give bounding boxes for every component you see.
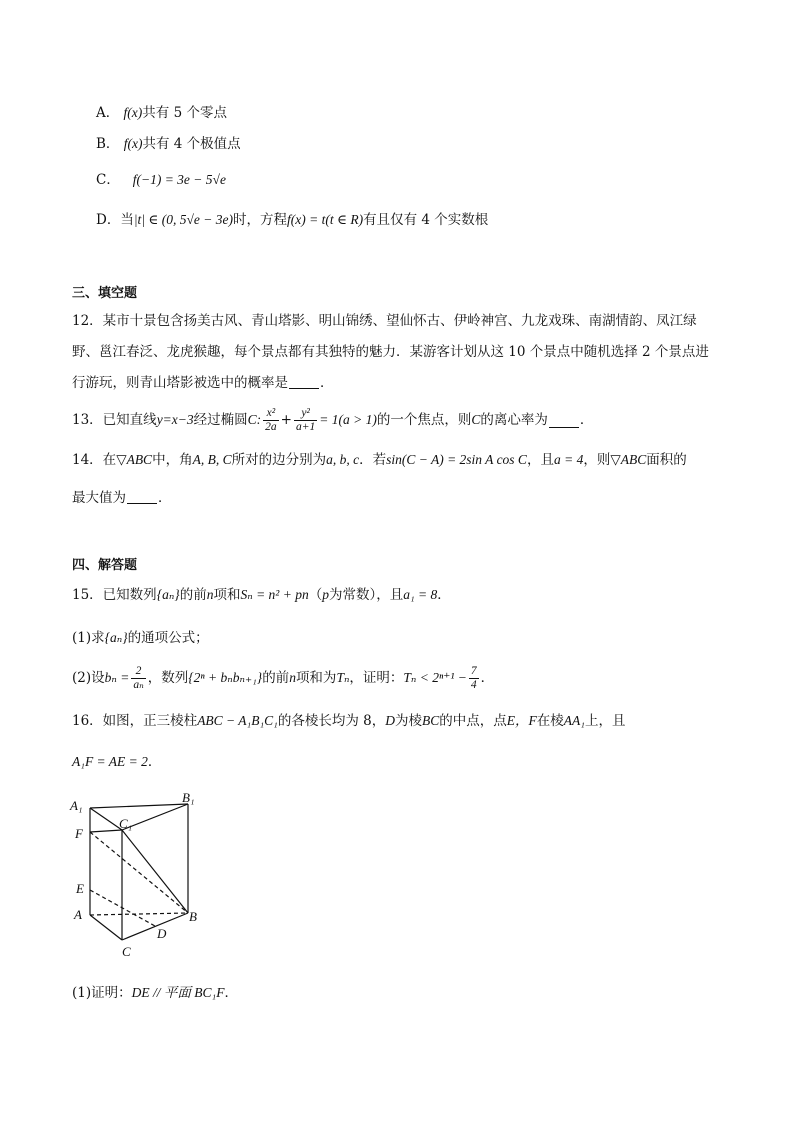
q15-p2-t4: ，证明： — [349, 670, 404, 686]
q11-option-c — [96, 170, 226, 190]
q13-mid: 经过椭圆 — [193, 412, 248, 428]
q11-option-a — [96, 103, 227, 123]
q13-c2: C — [471, 412, 481, 427]
q13-c-label: C: — [247, 412, 262, 427]
q16-part1-expr: DE // 平面 BC₁F — [131, 985, 225, 1000]
section-4-title: 四、解答题 — [72, 558, 138, 573]
q15-p2-n: n — [289, 670, 296, 685]
q13-fy-den: a+1 — [295, 420, 316, 433]
q14-pre: 14．在 — [72, 452, 117, 468]
label-a1: A₁ — [70, 798, 83, 813]
section-3-title: 三、填空题 — [72, 286, 138, 301]
q13-rest: = 1(a > 1) — [319, 412, 377, 427]
q15-part1 — [72, 628, 209, 648]
q15-end: ． — [437, 587, 451, 603]
q16-t5: 上，且 — [584, 713, 626, 729]
q15-part2 — [72, 660, 494, 696]
option-a-text: 共有 5 个零点 — [142, 105, 227, 121]
q14-answer-blank — [127, 489, 157, 504]
option-d-expr2: f(x) = t(t ∈ R) — [287, 212, 364, 227]
q14-t6: 面积的 — [646, 452, 687, 468]
q14-t2: 所对的边分别为 — [231, 452, 327, 468]
q15-p1-an: {aₙ} — [104, 630, 128, 645]
edge-a1b1 — [90, 804, 188, 808]
q15-t4: 为常数），且 — [328, 587, 404, 603]
q16-t2: 为棱 — [395, 713, 423, 729]
q15-n: n — [206, 587, 214, 602]
label-a: A — [74, 907, 82, 922]
q16-prism: ABC − A₁B₁C₁ — [197, 713, 278, 728]
q14-t3: ．若 — [359, 452, 387, 468]
q15-p1-pre: (1)求 — [72, 630, 105, 646]
q15-bn-den: aₙ — [133, 678, 144, 691]
q13-post: 的一个焦点，则 — [376, 412, 472, 428]
q13-plus: + — [280, 412, 292, 428]
q16-part1 — [72, 983, 238, 1003]
q13-frac-y — [294, 407, 317, 434]
q12-line3 — [72, 373, 334, 393]
q14-end: ． — [158, 490, 172, 506]
q14-line2 — [72, 488, 172, 508]
edge-ac — [90, 915, 122, 940]
q16-line2 — [72, 752, 161, 772]
q16-t1: 的各棱长均为 8， — [277, 713, 386, 729]
label-b: B — [189, 909, 197, 924]
q15-p2-t3: 项和为 — [295, 670, 337, 686]
q15-t1: 的前 — [179, 587, 207, 603]
option-d-expr1: |t| ∈ (0, 5√e − 3e) — [133, 212, 233, 227]
q16-t3: 的中点，点 — [439, 713, 507, 729]
q13-fx-num: x² — [263, 407, 279, 421]
option-b-label: B． — [96, 136, 120, 152]
q12-line1: 12．某市十景包含扬美古风、青山塔影、明山锦绣、望仙怀古、伊岭神宫、九龙戏珠、南湖情韵、凤江绿 — [72, 313, 697, 329]
q12-line2: 野、邕江春泛、龙虎猴趣，每个景点都有其独特的魅力．某游客计划从这 10 个景点中随机选择 2 个景点进 — [72, 344, 709, 360]
edge-ab-hidden — [90, 913, 188, 915]
q16-t4: 在棱 — [536, 713, 564, 729]
q15-ineq: Tₙ < 2ⁿ⁺¹ − — [403, 670, 467, 685]
q12-end: ． — [320, 375, 334, 391]
q13-fy-num: y² — [294, 407, 317, 421]
q15-tn: Tₙ — [336, 670, 350, 685]
q14-tri2: ▽ABC — [610, 452, 647, 467]
prism-figure — [64, 790, 214, 970]
q14-t1: 中，角 — [152, 452, 193, 468]
q15-seq: {2ⁿ + bₙbₙ₊₁} — [188, 670, 263, 685]
q15-line1 — [72, 585, 451, 605]
q15-pre: 15．已知数列 — [72, 587, 157, 603]
q13-post2: 的离心率为 — [480, 412, 548, 428]
option-b-text: 共有 4 个极值点 — [142, 136, 241, 152]
q15-t2: 项和 — [213, 587, 241, 603]
option-d-text2: 时，方程 — [233, 212, 287, 228]
q16-part1-pre: (1)证明： — [72, 985, 132, 1001]
edge-cb — [122, 913, 188, 940]
q16-eq: A₁F = AE = 2 — [72, 754, 148, 769]
q13-fx-den: 2a — [265, 420, 277, 433]
q14-angles: A, B, C — [192, 452, 232, 467]
q15-an: {aₙ} — [156, 587, 180, 602]
q11-option-d — [96, 210, 488, 230]
q15-p: p — [322, 587, 329, 602]
q12-text: 行游玩，则青山塔影被选中的概率是 — [72, 375, 288, 391]
option-a-label: A． — [96, 105, 120, 121]
q13-line-expr: y=x−3 — [156, 412, 194, 427]
q16-bc: BC — [422, 713, 440, 728]
q14-line2-text: 最大值为 — [72, 490, 126, 506]
q15-bn: bₙ = — [104, 670, 130, 685]
label-c1: C₁ — [119, 816, 133, 831]
q14-sides: a, b, c — [326, 452, 360, 467]
q15-t3: （ — [308, 587, 323, 603]
q14-line1 — [72, 450, 687, 470]
q15-p1-post: 的通项公式； — [127, 630, 209, 646]
q16-ef: E，F — [506, 713, 537, 728]
label-c: C — [122, 944, 131, 959]
option-d-label: D． — [96, 212, 121, 228]
q13-pre: 13．已知直线 — [72, 412, 157, 428]
q16-part1-end: ． — [224, 985, 238, 1001]
q16-pre: 16．如图，正三棱柱 — [72, 713, 198, 729]
q14-tri: ▽ABC — [116, 452, 153, 467]
q16-end: ． — [147, 754, 162, 770]
q14-t4: ，且 — [526, 452, 554, 468]
q14-eq: sin(C − A) = 2sin A cos C — [386, 452, 527, 467]
q13-frac-x — [263, 407, 279, 434]
q15-frac-den: 4 — [470, 678, 477, 691]
q13-end: ． — [579, 412, 594, 428]
q14-a4: a = 4 — [553, 452, 584, 467]
option-c-expr: f(−1) = 3e − 5√e — [132, 172, 226, 187]
q15-p2-pre: (2)设 — [72, 670, 105, 686]
edge-c1b — [122, 830, 188, 913]
q16-d: D — [385, 713, 396, 728]
q13-answer-blank — [549, 413, 579, 428]
label-b1: B₁ — [182, 790, 195, 805]
q13-line — [72, 402, 593, 438]
q15-frac-num: 7 — [470, 664, 477, 677]
q16-aa1: AA₁ — [563, 713, 585, 728]
q15-p2-end: ． — [480, 670, 495, 686]
q15-a1: a₁ = 8 — [403, 587, 438, 602]
label-e: E — [76, 881, 84, 896]
label-d: D — [157, 926, 167, 941]
q16-line1 — [72, 711, 625, 731]
q15-p2-t1: ，数列 — [147, 670, 189, 686]
q15-bn-frac — [131, 665, 145, 692]
q11-option-b — [96, 134, 241, 154]
option-d-text3: 有且仅有 4 个实数根 — [363, 212, 489, 228]
edge-fc1 — [90, 830, 122, 832]
q12-answer-blank — [289, 374, 319, 389]
q14-t5: ，则 — [583, 452, 611, 468]
q15-ineq-frac — [469, 665, 479, 692]
edge-fb-hidden — [90, 832, 188, 913]
option-a-expr: f(x) — [123, 105, 143, 120]
option-c-label: C． — [96, 172, 120, 188]
q15-p2-t2: 的前 — [262, 670, 290, 686]
q15-bn-num: 2 — [131, 665, 145, 679]
q15-sn: Sₙ = n² + pn — [240, 587, 309, 602]
edge-a1c1 — [90, 808, 122, 830]
option-b-expr: f(x) — [123, 136, 143, 151]
label-f: F — [75, 826, 83, 841]
option-d-text1: 当 — [120, 212, 134, 228]
